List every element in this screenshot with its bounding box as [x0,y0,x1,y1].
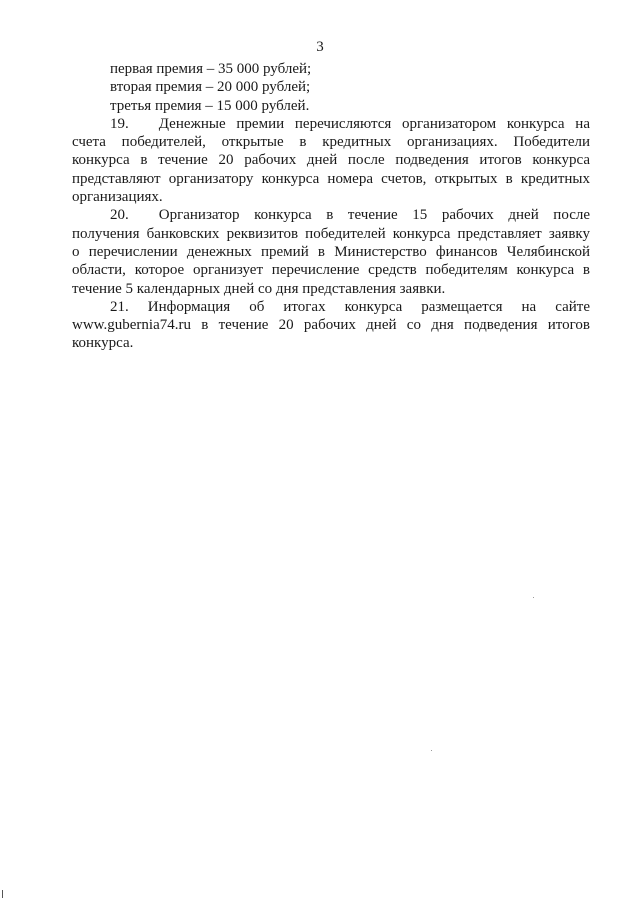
document-body [72,60,590,353]
clause-19-line: представляют организатору конкурса номера счетов, открытых в кредитных [72,170,590,187]
clause-21-line: www.gubernia74.ru в течение 20 рабочих дней со дня подведения итогов [72,317,590,334]
clause-19-line: 19. Денежные премии перечисляются организатором конкурса на [110,115,590,132]
clause-19 [72,115,590,206]
clause-20-line: области, которое организует перечисление средств победителям конкурса в [72,262,590,279]
scan-speck [533,597,534,598]
clause-20-line: получения банковских реквизитов победителей конкурса представляет заявку [72,225,590,242]
clause-19-line: организациях. [72,189,163,206]
clause-21-line: 21. Информация об итогах конкурса размещается на сайте [110,298,590,315]
clause-19-line: конкурса в течение 20 рабочих дней после подведения итогов конкурса [72,152,590,169]
clause-20 [72,206,590,297]
prize-line-second: вторая премия – 20 000 рублей; [110,79,311,96]
page-number: 3 [316,39,324,55]
clause-20-line: 20. Организатор конкурса в течение 15 рабочих дней после [110,207,590,224]
scan-speck [431,750,432,751]
prize-line-first: первая премия – 35 000 рублей; [110,61,312,77]
clause-21 [72,298,590,353]
clause-20-line: течение 5 календарных дней со дня представления заявки. [72,280,446,297]
prize-line-third: третья премия – 15 000 рублей. [110,97,310,114]
clause-20-line: о перечислении денежных премий в Министерство финансов Челябинской [72,243,590,260]
scan-speck [2,890,3,898]
clause-21-line: конкурса. [72,335,134,352]
clause-19-line: счета победителей, открытые в кредитных организациях. Победители [72,134,590,151]
